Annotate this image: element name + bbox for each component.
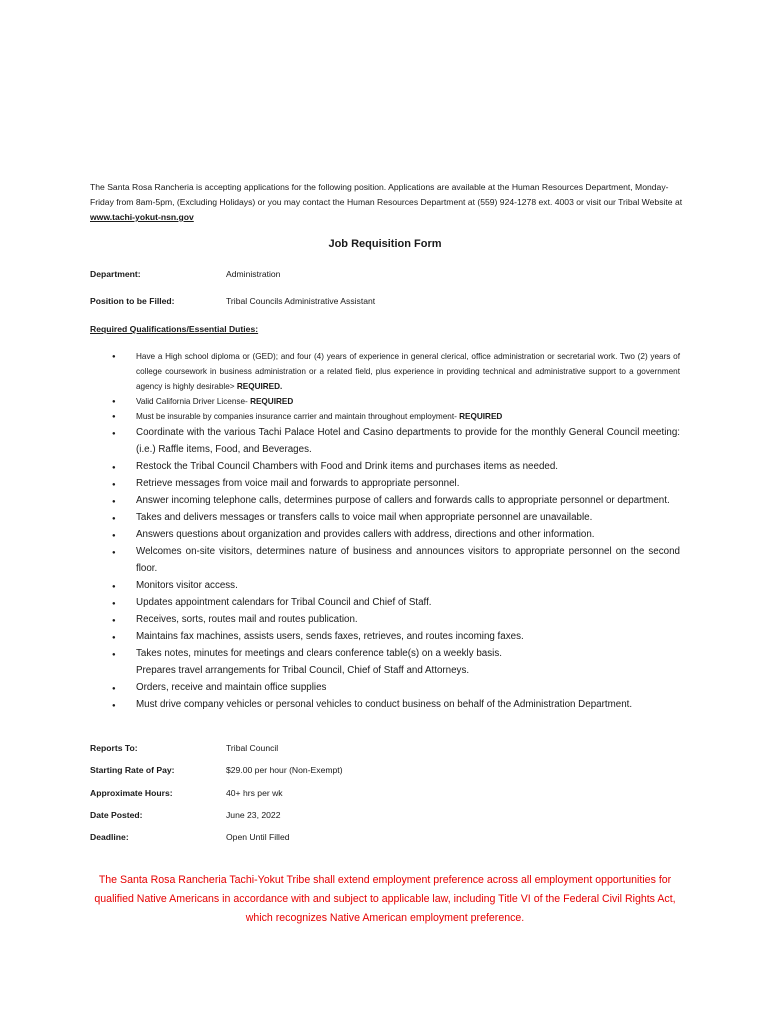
date-posted-value: June 23, 2022 bbox=[226, 810, 281, 820]
deadline-value: Open Until Filled bbox=[226, 832, 290, 842]
position-label: Position to be Filled: bbox=[90, 296, 175, 306]
duty-item: ● Retrieve messages from voice mail and forwards to appropriate personnel. bbox=[112, 475, 680, 492]
pay-rate-value: $29.00 per hour (Non-Exempt) bbox=[226, 765, 343, 775]
intro-text: The Santa Rosa Rancheria is accepting applications for the following position. Applications are available at the Human Resources Department, Monday-Friday from 8am-5pm, (Excluding Holidays) or you may contact the Human Resources Department at (559) 924-1278 ext. 4003 or visit our Tribal Website at bbox=[90, 182, 683, 207]
qualifications-heading: Required Qualifications/Essential Duties: bbox=[90, 324, 259, 334]
position-value: Tribal Councils Administrative Assistant bbox=[226, 296, 376, 306]
hours-label: Approximate Hours: bbox=[90, 788, 173, 798]
reports-to-value: Tribal Council bbox=[226, 743, 279, 753]
duty-item: ● Restock the Tribal Council Chambers with Food and Drink items and purchases items as needed. bbox=[112, 458, 680, 475]
reports-to-label: Reports To: bbox=[90, 743, 138, 753]
tribal-website-link[interactable]: www.tachi-yokut-nsn.gov bbox=[90, 212, 194, 222]
duty-item: ● Valid California Driver License- REQUIRED bbox=[112, 394, 680, 409]
duty-item: ● Must be insurable by companies insurance carrier and maintain throughout employment- REQUIRED bbox=[112, 409, 680, 424]
duty-item: ● Have a High school diploma or (GED); and four (4) years of experience in general clerical, office administration or secretarial work. Two (2) years of college coursework in business administration or a related field, plus experience in providing technical and administrative support to a government agency is highly desirable> REQUIRED. bbox=[112, 349, 680, 394]
duty-item: ● Takes and delivers messages or transfers calls to voice mail when appropriate personnel are unavailable. bbox=[112, 509, 680, 526]
duty-item: ● Must drive company vehicles or personal vehicles to conduct business on behalf of the Administration Department. bbox=[112, 696, 680, 713]
duty-item: ● Takes notes, minutes for meetings and clears conference table(s) on a weekly basis. bbox=[112, 645, 680, 662]
duty-item: ● Welcomes on-site visitors, determines nature of business and announces visitors to appropriate personnel on the second floor. bbox=[112, 543, 680, 577]
duty-item: ● Monitors visitor access. bbox=[112, 577, 680, 594]
duty-item: Prepares travel arrangements for Tribal Council, Chief of Staff and Attorneys. bbox=[136, 665, 470, 676]
duty-item: ● Orders, receive and maintain office supplies bbox=[112, 679, 680, 696]
department-label: Department: bbox=[90, 269, 141, 279]
hours-value: 40+ hrs per wk bbox=[226, 788, 283, 798]
duty-item: ● Coordinate with the various Tachi Palace Hotel and Casino departments to provide for the monthly General Council meeting: (i.e.) Raffle items, Food, and Beverages. bbox=[112, 424, 680, 458]
deadline-label: Deadline: bbox=[90, 832, 129, 842]
duty-item: ● Answers questions about organization and provides callers with address, directions and other information. bbox=[112, 526, 680, 543]
intro-paragraph bbox=[90, 180, 690, 225]
duty-item: ● Answer incoming telephone calls, determines purpose of callers and forwards calls to appropriate personnel or department. bbox=[112, 492, 680, 509]
form-title: Job Requisition Form bbox=[328, 238, 442, 250]
duty-item: ● Updates appointment calendars for Tribal Council and Chief of Staff. bbox=[112, 594, 680, 611]
pay-rate-label: Starting Rate of Pay: bbox=[90, 765, 175, 775]
duty-item: ● Receives, sorts, routes mail and routes publication. bbox=[112, 611, 680, 628]
date-posted-label: Date Posted: bbox=[90, 810, 143, 820]
duties-list bbox=[112, 349, 691, 713]
department-value: Administration bbox=[226, 269, 281, 279]
duty-item: ● Maintains fax machines, assists users, sends faxes, retrieves, and routes incoming faxes. bbox=[112, 628, 680, 645]
employment-preference-notice: The Santa Rosa Rancheria Tachi-Yokut Tribe shall extend employment preference across all employment opportunities for qualified Native Americans in accordance with and subject to applicable law, including Title VI of the Federal Civil Rights Act, which recognizes Native American employment preference. bbox=[94, 874, 676, 924]
